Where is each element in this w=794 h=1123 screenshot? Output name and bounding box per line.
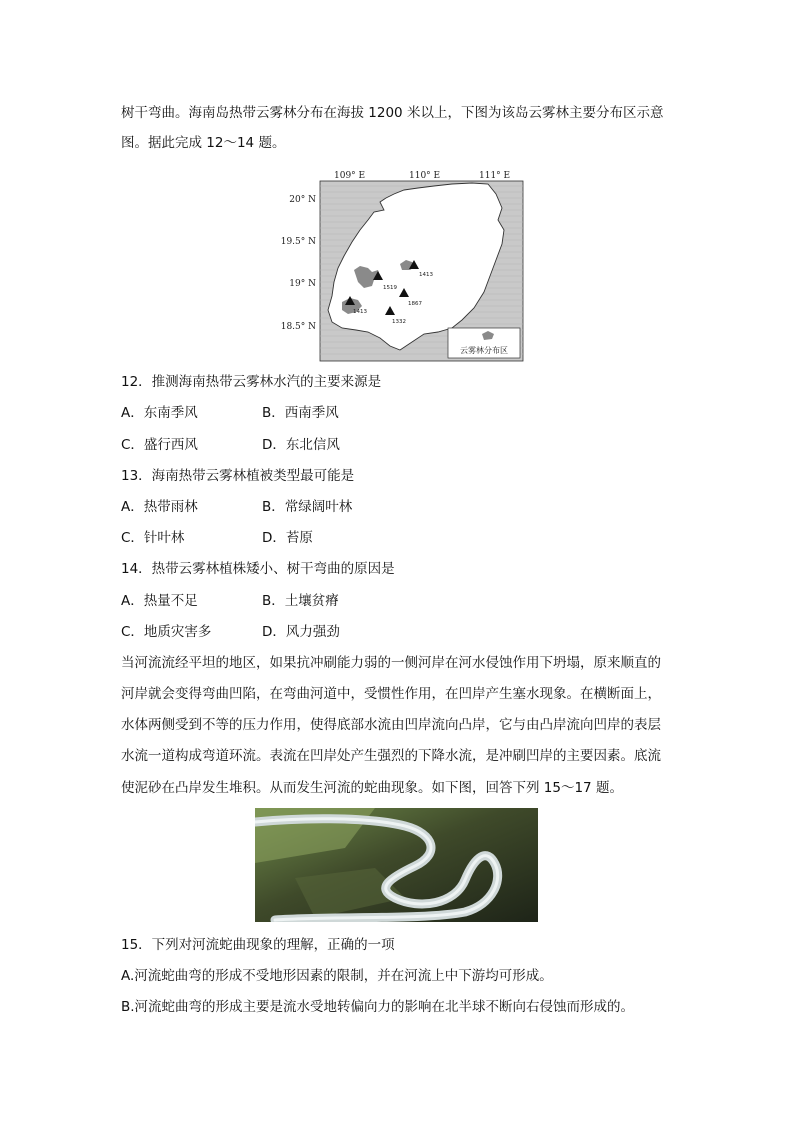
passage-line-5: 使泥砂在凸岸发生堆积。从而发生河流的蛇曲现象。如下图，回答下列 15～17 题。: [121, 780, 623, 796]
lon-label-109: 109° E: [334, 171, 366, 181]
peak-elev-1332: 1332: [392, 319, 406, 325]
q12-option-d: D．东北信风: [262, 437, 340, 453]
lat-label-18-5: 18.5° N: [280, 322, 316, 332]
intro-line-2: 图。据此完成 12～14 题。: [121, 135, 286, 151]
q14-option-c: C．地质灾害多: [121, 624, 212, 640]
hainan-cloud-forest-map: [276, 168, 526, 363]
passage-line-1: 当河流流经平坦的地区，如果抗冲刷能力弱的一侧河岸在河水侵蚀作用下坍塌，原来顺直的: [121, 655, 661, 671]
peak-elev-1413-sw: 1413: [353, 309, 367, 315]
intro-line-1: 树干弯曲。海南岛热带云雾林分布在海拔 1200 米以上，下图为该岛云雾林主要分布区示意: [121, 105, 664, 121]
peak-elev-1867: 1867: [408, 301, 422, 307]
legend-label: 云雾林分布区: [460, 346, 508, 355]
q12-option-b: B．西南季风: [262, 405, 339, 421]
q14-option-b: B．土壤贫瘠: [262, 593, 339, 609]
lon-label-110: 110° E: [409, 171, 441, 181]
peak-elev-1519: 1519: [383, 285, 397, 291]
q14-option-a: A．热量不足: [121, 593, 198, 609]
q13-option-a: A．热带雨林: [121, 499, 198, 515]
lat-label-20: 20° N: [289, 195, 316, 205]
passage-line-3: 水体两侧受到不等的压力作用，使得底部水流由凹岸流向凸岸，它与由凸岸流向凹岸的表层: [121, 717, 661, 733]
passage-line-4: 水流一道构成弯道环流。表流在凹岸处产生强烈的下降水流，是冲刷凹岸的主要因素。底流: [121, 748, 661, 764]
lat-label-19-5: 19.5° N: [280, 237, 316, 247]
q12-option-a: A．东南季风: [121, 405, 198, 421]
question-12-stem: 12．推测海南热带云雾林水汽的主要来源是: [121, 374, 382, 390]
question-14-stem: 14．热带云雾林植株矮小、树干弯曲的原因是: [121, 561, 395, 577]
q15-option-a: A.河流蛇曲弯的形成不受地形因素的限制，并在河流上中下游均可形成。: [121, 968, 553, 984]
question-15-stem: 15．下列对河流蛇曲现象的理解，正确的一项: [121, 937, 395, 953]
river-meander-photo: [255, 808, 538, 922]
peak-elev-1413-ne: 1413: [419, 272, 433, 278]
passage-line-2: 河岸就会变得弯曲凹陷，在弯曲河道中，受惯性作用，在凹岸产生塞水现象。在横断面上，: [121, 686, 661, 702]
q13-option-c: C．针叶林: [121, 530, 185, 546]
q15-option-b: B.河流蛇曲弯的形成主要是流水受地转偏向力的影响在北半球不断向右侵蚀而形成的。: [121, 999, 635, 1015]
q13-option-d: D．苔原: [262, 530, 313, 546]
map-legend: [448, 328, 520, 358]
lon-label-111: 111° E: [479, 171, 511, 181]
question-13-stem: 13．海南热带云雾林植被类型最可能是: [121, 468, 355, 484]
q12-option-c: C．盛行西风: [121, 437, 198, 453]
lat-label-19: 19° N: [289, 279, 316, 289]
q14-option-d: D．风力强劲: [262, 624, 340, 640]
q13-option-b: B．常绿阔叶林: [262, 499, 353, 515]
